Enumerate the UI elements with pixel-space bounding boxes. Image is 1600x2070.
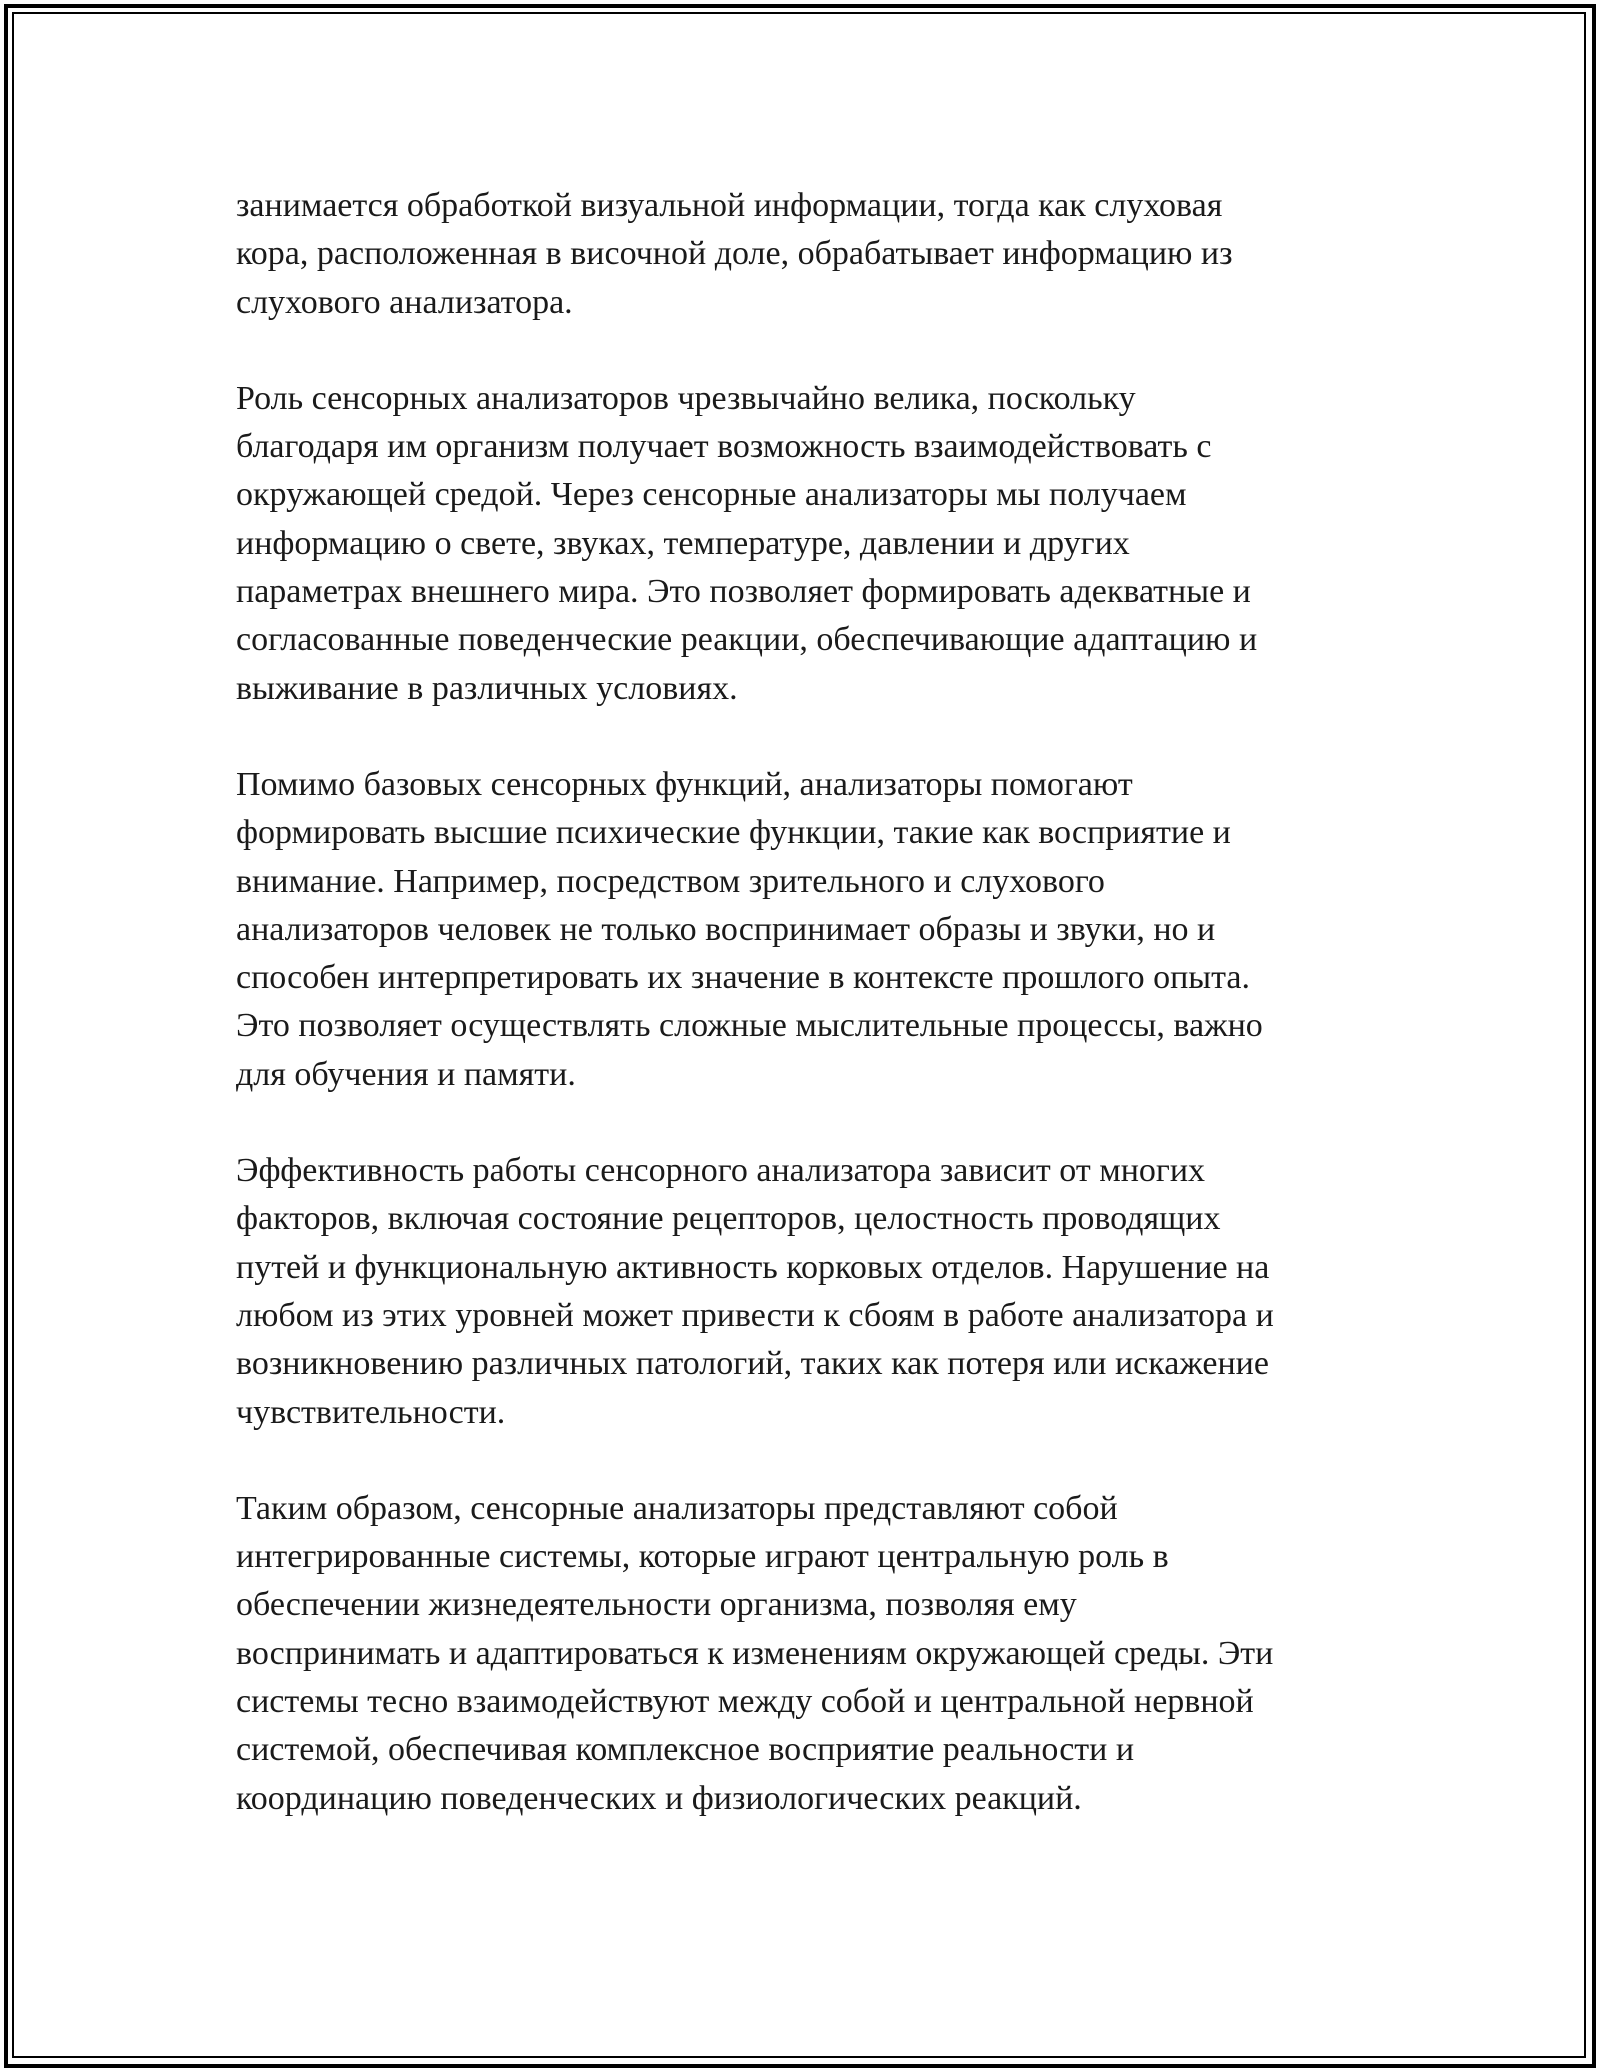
text-line: обеспечении жизнедеятельности организма, позволяя ему (236, 1586, 1077, 1624)
text-line: координацию поведенческих и физиологических реакций. (236, 1779, 1082, 1817)
text-line: воспринимать и адаптироваться к изменениям окружающей среды. Эти (236, 1634, 1274, 1672)
text-line: Помимо базовых сенсорных функций, анализаторы помогают (236, 765, 1133, 803)
text-line: Эффективность работы сенсорного анализатора зависит от многих (236, 1152, 1206, 1190)
text-line: способен интерпретировать их значение в контексте прошлого опыта. (236, 959, 1250, 997)
text-line: факторов, включая состояние рецепторов, целостность проводящих (236, 1200, 1221, 1238)
paragraph (236, 375, 1366, 713)
document-body (236, 182, 1366, 1871)
text-line: выживание в различных условиях. (236, 669, 738, 707)
text-line: чувствительности. (236, 1393, 506, 1431)
text-line: анализаторов человек не только воспринимает образы и звуки, но и (236, 910, 1216, 948)
paragraph (236, 761, 1366, 1099)
text-line: интегрированные системы, которые играют центральную роль в (236, 1538, 1169, 1576)
text-line: согласованные поведенческие реакции, обеспечивающие адаптацию и (236, 621, 1258, 659)
text-line: благодаря им организм получает возможность взаимодействовать с (236, 428, 1212, 466)
text-line: кора, расположенная в височной доле, обрабатывает информацию из (236, 235, 1233, 273)
text-line: внимание. Например, посредством зрительного и слухового (236, 862, 1105, 900)
text-line: Это позволяет осуществлять сложные мыслительные процессы, важно (236, 1007, 1263, 1045)
text-line: Роль сенсорных анализаторов чрезвычайно велика, поскольку (236, 379, 1136, 417)
text-line: формировать высшие психические функции, такие как восприятие и (236, 814, 1231, 852)
text-line: Таким образом, сенсорные анализаторы представляют собой (236, 1489, 1118, 1527)
text-line: любом из этих уровней может привести к сбоям в работе анализатора и (236, 1296, 1274, 1334)
text-line: занимается обработкой визуальной информации, тогда как слуховая (236, 187, 1223, 224)
text-line: системы тесно взаимодействуют между собой и центральной нервной (236, 1683, 1254, 1721)
text-line: путей и функциональную активность корковых отделов. Нарушение на (236, 1248, 1270, 1286)
text-line: возникновению различных патологий, таких как потеря или искажение (236, 1345, 1269, 1383)
text-line: параметрах внешнего мира. Это позволяет формировать адекватные и (236, 573, 1251, 611)
text-line: окружающей средой. Через сенсорные анализаторы мы получаем (236, 476, 1187, 514)
paragraph (236, 1485, 1366, 1823)
text-line: слухового анализатора. (236, 283, 573, 321)
text-line: системой, обеспечивая комплексное восприятие реальности и (236, 1731, 1135, 1769)
text-line: для обучения и памяти. (236, 1055, 576, 1093)
text-line: информацию о свете, звуках, температуре, давлении и других (236, 524, 1130, 562)
paragraph (236, 1147, 1366, 1437)
paragraph (236, 182, 1366, 327)
